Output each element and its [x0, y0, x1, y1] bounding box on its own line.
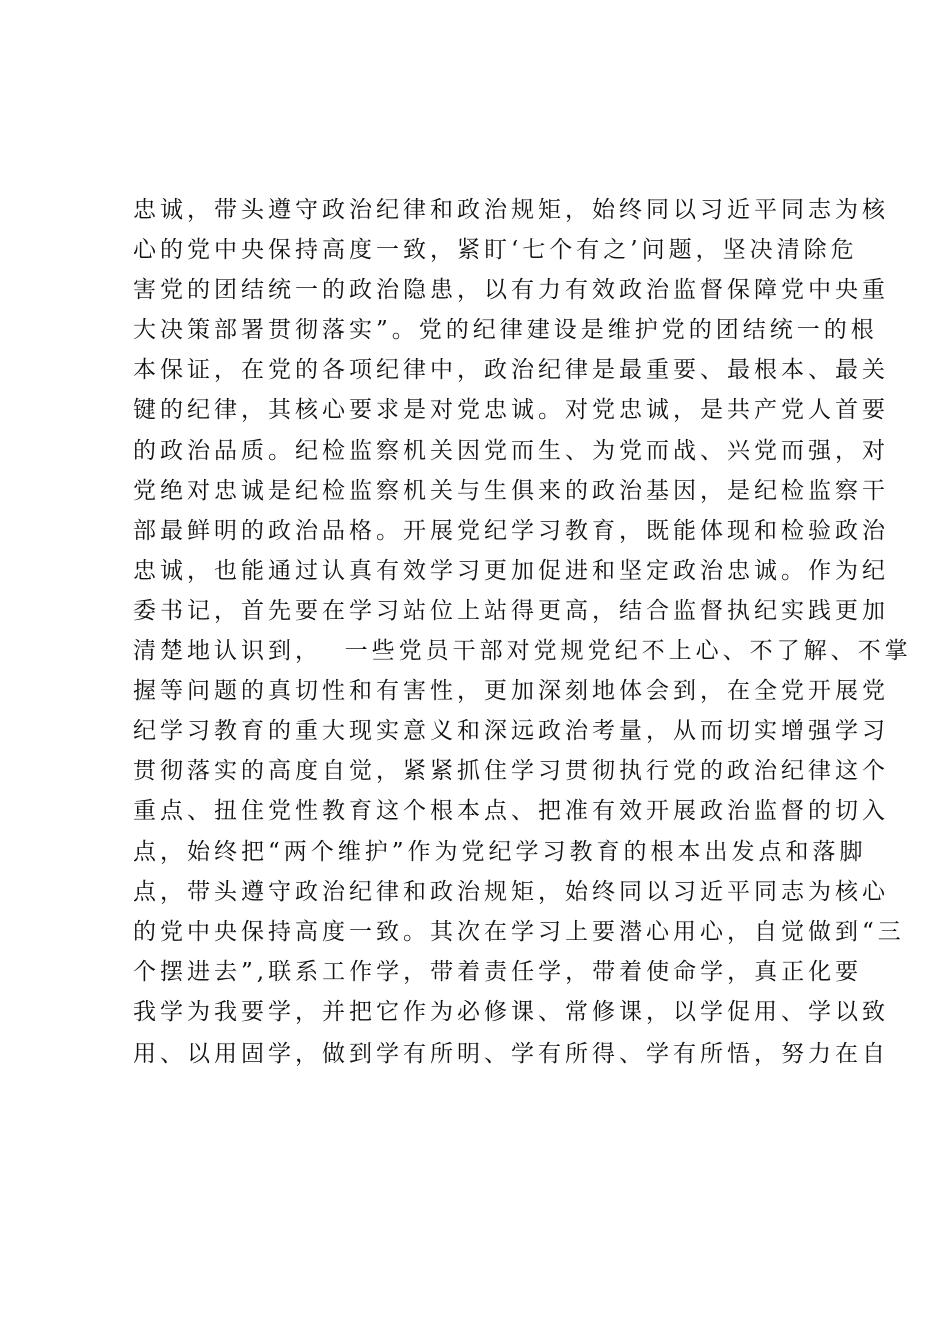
text-line: 重点、扭住党性教育这个根本点、把准有效开展政治监督的切入	[133, 798, 889, 825]
text-line: 心的党中央保持高度一致，紧盯‘七个有之’问题，坚决清除危	[133, 237, 858, 264]
text-line: 本保证，在党的各项纪律中，政治纪律是最重要、最根本、最关	[133, 357, 889, 384]
text-line: 害党的团结统一的政治隐患，以有力有效政治监督保障党中央重	[133, 277, 889, 304]
text-line: 我学为我要学，并把它作为必修课、常修课，以学促用、学以致	[133, 998, 889, 1025]
text-line: 点，带头遵守政治纪律和政治规矩，始终同以习近平同志为核心	[133, 878, 889, 905]
text-line: 忠诚，带头遵守政治纪律和政治规矩，始终同以习近平同志为核	[133, 197, 889, 223]
text-line: 的政治品质。纪检监察机关因党而生、为党而战、兴党而强，对	[133, 437, 889, 464]
text-line: 握等问题的真切性和有害性，更加深刻地体会到，在全党开展党	[133, 678, 889, 705]
text-line: 点，始终把“两个维护”作为党纪学习教育的根本出发点和落脚	[133, 838, 867, 865]
text-line: 的党中央保持高度一致。其次在学习上要潜心用心，自觉做到“三	[133, 918, 905, 945]
text-line: 委书记，首先要在学习站位上站得更高，结合监督执纪实践更加	[133, 597, 889, 624]
text-line: 清楚地认识到， 一些党员干部对党规党纪不上心、不了解、不掌	[133, 638, 912, 665]
text-line: 键的纪律，其核心要求是对党忠诚。对党忠诚，是共产党人首要	[133, 397, 889, 424]
text-line: 个摆进去”,联系工作学，带着责任学，带着使命学，真正化要	[133, 958, 863, 985]
text-line: 贯彻落实的高度自觉，紧紧抓住学习贯彻执行党的政治纪律这个	[133, 758, 889, 785]
text-line: 用、以用固学，做到学有所明、学有所得、学有所悟，努力在自	[133, 1040, 889, 1067]
text-line: 忠诚，也能通过认真有效学习更加促进和坚定政治忠诚。作为纪	[133, 557, 889, 584]
text-line: 党绝对忠诚是纪检监察机关与生俱来的政治基因，是纪检监察干	[133, 477, 889, 504]
body-text	[133, 190, 912, 1074]
text-line: 部最鲜明的政治品格。开展党纪学习教育，既能体现和检验政治	[133, 517, 889, 544]
text-line: 纪学习教育的重大现实意义和深远政治考量，从而切实增强学习	[133, 718, 889, 745]
text-line: 大决策部署贯彻落实”。党的纪律建设是维护党的团结统一的根	[133, 317, 878, 344]
